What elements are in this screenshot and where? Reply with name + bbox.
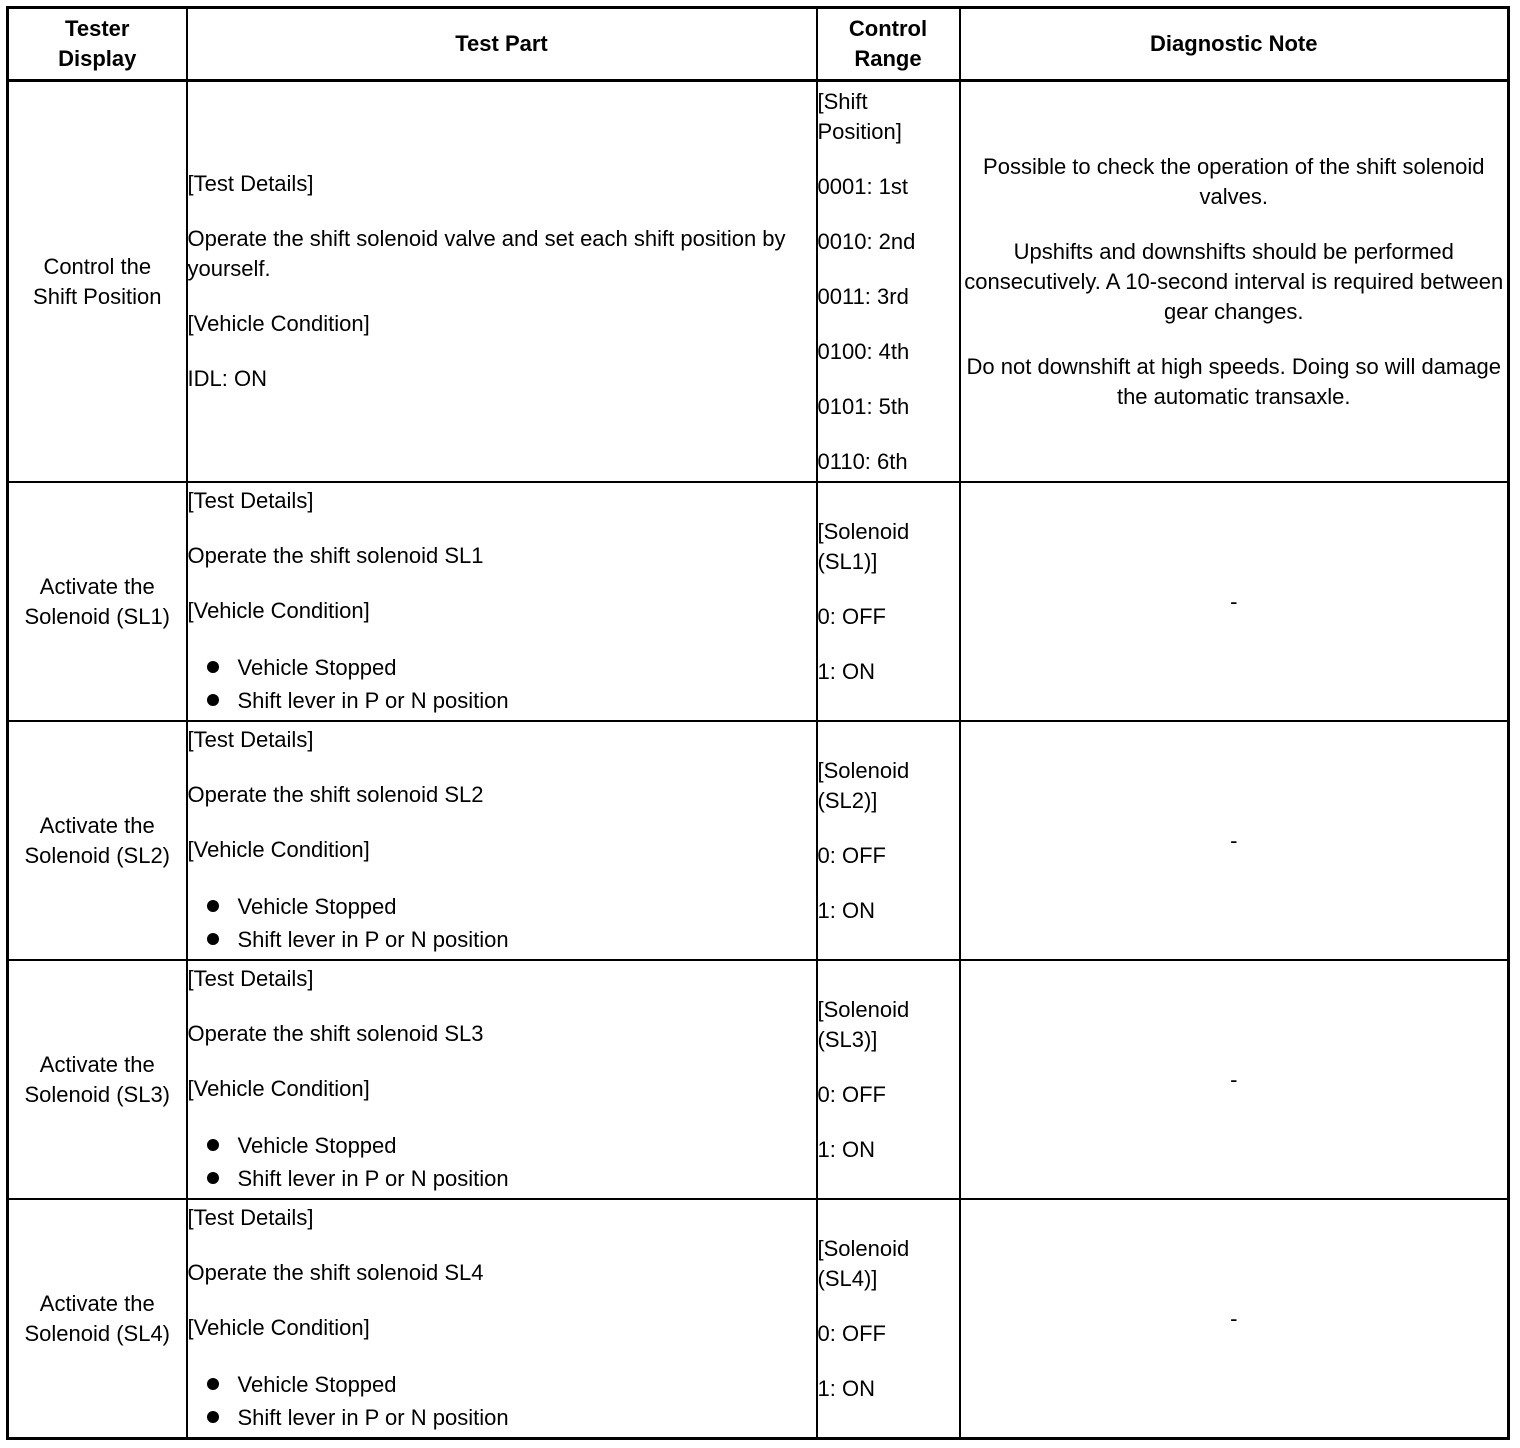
test-part-cell bbox=[187, 960, 817, 1199]
control-range-cell bbox=[817, 721, 960, 960]
range-value: 1: ON bbox=[817, 658, 875, 684]
list-item: Shift lever in P or N position bbox=[202, 923, 816, 956]
test-details-label: [Test Details] bbox=[187, 171, 314, 196]
range-title: [Solenoid (SL3)] bbox=[817, 996, 910, 1052]
list-item: Vehicle Stopped bbox=[202, 651, 816, 684]
tester-display-cell: Activate the Solenoid (SL4) bbox=[8, 1199, 187, 1439]
range-value: 0: OFF bbox=[817, 842, 886, 868]
test-details-label: [Test Details] bbox=[187, 1205, 314, 1230]
test-details-text: Operate the shift solenoid SL3 bbox=[187, 1021, 484, 1046]
tester-display-cell: Activate the Solenoid (SL3) bbox=[8, 960, 187, 1199]
range-value: 0: OFF bbox=[817, 603, 886, 629]
test-details-label: [Test Details] bbox=[187, 488, 314, 513]
range-value: 0010: 2nd bbox=[817, 228, 916, 254]
control-range-cell bbox=[817, 81, 960, 483]
range-value: 1: ON bbox=[817, 1375, 875, 1401]
header-diagnostic-note: Diagnostic Note bbox=[960, 8, 1509, 81]
range-value: 0001: 1st bbox=[817, 173, 909, 199]
table-row bbox=[8, 1199, 1509, 1439]
vehicle-condition-label: [Vehicle Condition] bbox=[187, 837, 370, 862]
diagnostic-note-cell bbox=[960, 81, 1509, 483]
tester-display-cell: Activate the Solenoid (SL1) bbox=[8, 482, 187, 721]
diagnostic-note-text: Upshifts and downshifts should be performed consecutively. A 10-second interval is required between gear changes. bbox=[964, 238, 1504, 324]
tester-display-cell: Activate the Solenoid (SL2) bbox=[8, 721, 187, 960]
tester-display-cell: Control the Shift Position bbox=[8, 81, 187, 483]
header-test-part: Test Part bbox=[187, 8, 817, 81]
range-title: [Solenoid (SL1)] bbox=[817, 518, 910, 574]
range-value: 0110: 6th bbox=[817, 448, 908, 474]
test-details-label: [Test Details] bbox=[187, 966, 314, 991]
test-details-text: Operate the shift solenoid SL4 bbox=[187, 1260, 484, 1285]
range-value: 0100: 4th bbox=[817, 338, 910, 364]
list-item: Vehicle Stopped bbox=[202, 1129, 816, 1162]
test-part-cell bbox=[187, 482, 817, 721]
test-details-text: Operate the shift solenoid SL1 bbox=[187, 543, 484, 568]
condition-list bbox=[188, 1368, 816, 1434]
table-row bbox=[8, 721, 1509, 960]
vehicle-condition-text: IDL: ON bbox=[187, 366, 267, 391]
condition-list bbox=[188, 890, 816, 956]
range-value: 0101: 5th bbox=[817, 393, 910, 419]
range-value: 0: OFF bbox=[817, 1320, 886, 1346]
diagnostic-note-cell: - bbox=[960, 960, 1509, 1199]
table-row bbox=[8, 482, 1509, 721]
test-details-text: Operate the shift solenoid SL2 bbox=[187, 782, 484, 807]
range-value: 1: ON bbox=[817, 897, 875, 923]
diagnostic-note-cell: - bbox=[960, 482, 1509, 721]
range-title: [Solenoid (SL2)] bbox=[817, 757, 910, 813]
vehicle-condition-label: [Vehicle Condition] bbox=[187, 598, 370, 623]
vehicle-condition-label: [Vehicle Condition] bbox=[187, 1076, 370, 1101]
control-range-cell bbox=[817, 960, 960, 1199]
diagnostic-note-text: Do not downshift at high speeds. Doing so will damage the automatic transaxle. bbox=[966, 353, 1501, 409]
table-row bbox=[8, 81, 1509, 483]
range-value: 1: ON bbox=[817, 1136, 875, 1162]
test-part-cell bbox=[187, 81, 817, 483]
condition-list bbox=[188, 651, 816, 717]
diagnostic-note-cell: - bbox=[960, 721, 1509, 960]
test-part-cell bbox=[187, 1199, 817, 1439]
condition-list bbox=[188, 1129, 816, 1195]
range-value: 0011: 3rd bbox=[817, 283, 909, 309]
test-details-text: Operate the shift solenoid valve and set each shift position by yourself. bbox=[187, 226, 786, 281]
header-tester-display: Tester Display bbox=[8, 8, 187, 81]
control-range-cell bbox=[817, 1199, 960, 1439]
active-test-table bbox=[6, 6, 1510, 1440]
list-item: Vehicle Stopped bbox=[202, 1368, 816, 1401]
range-title: [Shift Position] bbox=[817, 88, 902, 144]
test-details-label: [Test Details] bbox=[187, 727, 314, 752]
diagnostic-note-cell: - bbox=[960, 1199, 1509, 1439]
table-row bbox=[8, 960, 1509, 1199]
header-row bbox=[8, 8, 1509, 81]
test-part-cell bbox=[187, 721, 817, 960]
header-control-range: Control Range bbox=[817, 8, 960, 81]
list-item: Shift lever in P or N position bbox=[202, 1162, 816, 1195]
range-title: [Solenoid (SL4)] bbox=[817, 1235, 910, 1291]
list-item: Shift lever in P or N position bbox=[202, 684, 816, 717]
diagnostic-note-text: Possible to check the operation of the shift solenoid valves. bbox=[983, 153, 1485, 209]
vehicle-condition-label: [Vehicle Condition] bbox=[187, 311, 370, 336]
range-value: 0: OFF bbox=[817, 1081, 886, 1107]
list-item: Vehicle Stopped bbox=[202, 890, 816, 923]
control-range-cell bbox=[817, 482, 960, 721]
vehicle-condition-label: [Vehicle Condition] bbox=[187, 1315, 370, 1340]
list-item: Shift lever in P or N position bbox=[202, 1401, 816, 1434]
